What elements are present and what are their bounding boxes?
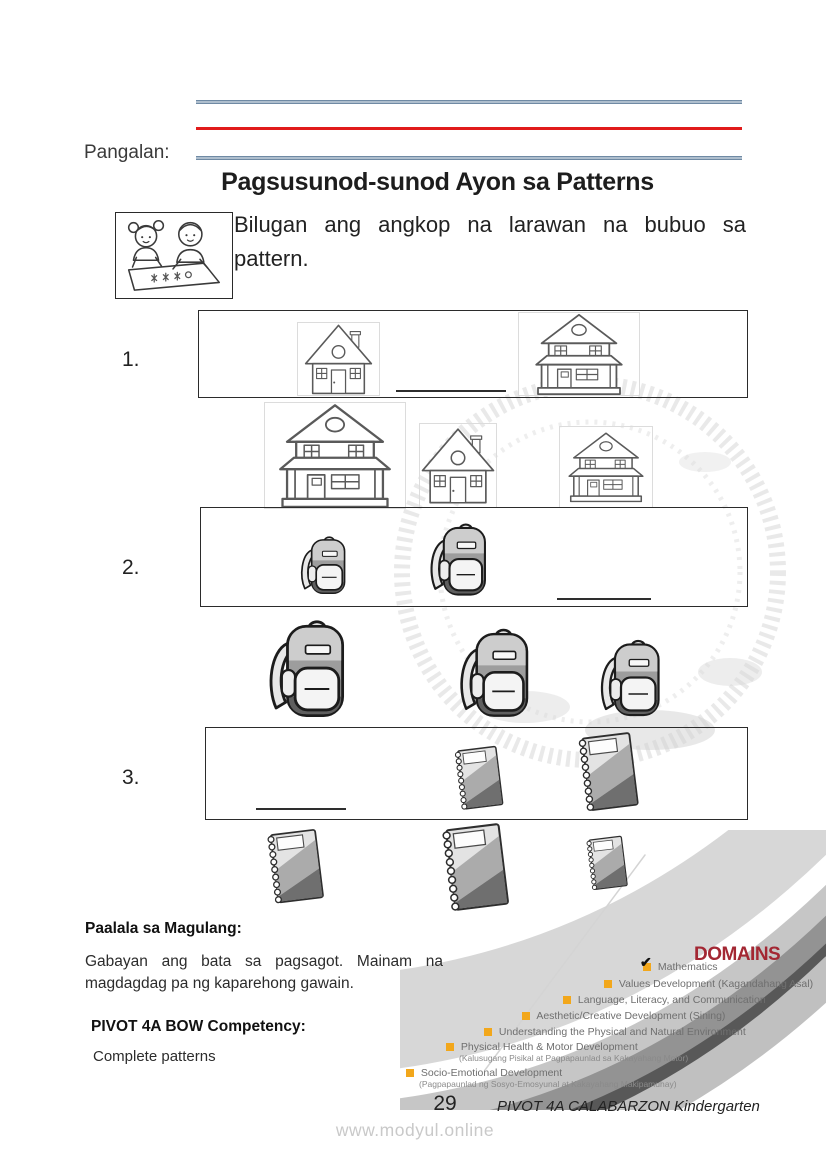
pattern-3-blank-line bbox=[256, 808, 346, 810]
question-2-pattern-box bbox=[200, 507, 748, 607]
red-rule-line bbox=[196, 127, 742, 130]
domain-label: Understanding the Physical and Natural Environment bbox=[498, 1026, 746, 1038]
checkbox-square-icon bbox=[484, 1028, 492, 1036]
parent-note-body: Gabayan ang bata sa pagsagot. Mainam na magdagdag pa ng kaparehong gawain. bbox=[85, 953, 443, 992]
pattern-2-small-backpack-image bbox=[293, 532, 353, 600]
site-watermark: www.modyul.online bbox=[335, 1120, 495, 1140]
domain-label: Physical Health & Motor Development bbox=[460, 1041, 638, 1053]
question-1-option-small-house[interactable] bbox=[420, 424, 496, 507]
page-title: Pagsusunod-sunod Ayon sa Patterns bbox=[221, 168, 654, 196]
domain-item-language bbox=[563, 994, 766, 1006]
domain-label: Socio-Emotional Development bbox=[420, 1067, 563, 1079]
question-3-option-large-notebook[interactable] bbox=[437, 822, 514, 914]
competency-body: Complete patterns bbox=[93, 1048, 216, 1065]
question-1-option-large-house[interactable] bbox=[265, 403, 405, 508]
pattern-3-small-notebook-image bbox=[451, 745, 507, 812]
domain-item-socio-emotional bbox=[406, 1067, 677, 1089]
pattern-2-blank-line bbox=[557, 598, 651, 600]
question-1-number: 1. bbox=[122, 348, 140, 371]
checkbox-square-icon bbox=[406, 1069, 414, 1077]
children-doing-worksheet-icon bbox=[118, 215, 228, 294]
question-3-pattern-box bbox=[205, 727, 748, 820]
question-1-option-medium-house[interactable] bbox=[560, 427, 652, 507]
question-3-option-medium-notebook[interactable] bbox=[263, 828, 328, 906]
domain-item-environment bbox=[484, 1026, 746, 1038]
top-rule-line bbox=[196, 100, 742, 104]
question-2-number: 2. bbox=[122, 556, 140, 579]
checkbox-square-icon bbox=[446, 1043, 454, 1051]
domain-sublabel: (Pagpapaunlad ng Sosyo-Emosyunal at Kakayahang Makipamuhay) bbox=[419, 1079, 677, 1089]
edition-label: PIVOT 4A CALABARZON Kindergarten bbox=[497, 1098, 760, 1115]
pattern-2-medium-backpack-image bbox=[421, 518, 495, 603]
checkbox-square-icon bbox=[522, 1012, 530, 1020]
question-3-option-small-notebook[interactable] bbox=[583, 835, 631, 892]
page-number: 29 bbox=[433, 1092, 457, 1115]
instruction-text: Bilugan ang angkop na larawan na bubuo sa pattern. bbox=[234, 212, 746, 271]
checkbox-square-icon bbox=[604, 980, 612, 988]
instruction-illustration-box bbox=[115, 212, 233, 299]
domain-item-physical bbox=[446, 1041, 688, 1063]
question-1-pattern-box bbox=[198, 310, 748, 398]
name-input-line[interactable] bbox=[196, 156, 742, 160]
checkbox-square-icon bbox=[640, 954, 652, 971]
pattern-1-large-house-image bbox=[519, 313, 639, 395]
competency-heading: PIVOT 4A BOW Competency: bbox=[91, 1018, 306, 1035]
name-label: Pangalan: bbox=[84, 142, 170, 163]
checkbox-square-icon bbox=[563, 996, 571, 1004]
domains-title: DOMAINS bbox=[694, 944, 781, 965]
check-icon: ✔ bbox=[640, 954, 652, 970]
domain-item-mathematics bbox=[640, 954, 718, 973]
parent-note-heading: Paalala sa Magulang: bbox=[85, 920, 242, 937]
domain-item-values bbox=[604, 978, 813, 990]
pattern-1-blank-line bbox=[396, 390, 506, 392]
domain-label: Values Development (Kagandahang Asal) bbox=[618, 978, 814, 990]
question-2-option-large-backpack[interactable] bbox=[258, 613, 355, 727]
question-2-option-medium-backpack[interactable] bbox=[450, 622, 538, 726]
question-2-option-small-backpack[interactable] bbox=[592, 634, 668, 724]
domain-label: Mathematics bbox=[657, 961, 718, 973]
pattern-1-small-house-image bbox=[298, 323, 379, 395]
domain-label: Language, Literacy, and Communication bbox=[577, 994, 766, 1006]
question-3-number: 3. bbox=[122, 766, 140, 789]
pattern-3-large-notebook-image bbox=[574, 731, 643, 814]
domain-sublabel: (Kalusugang Pisikal at Pagpapaunlad sa Kakayahang Motor) bbox=[459, 1053, 689, 1063]
domain-item-aesthetic bbox=[522, 1010, 725, 1022]
domain-label: Aesthetic/Creative Development (Sining) bbox=[536, 1010, 726, 1022]
